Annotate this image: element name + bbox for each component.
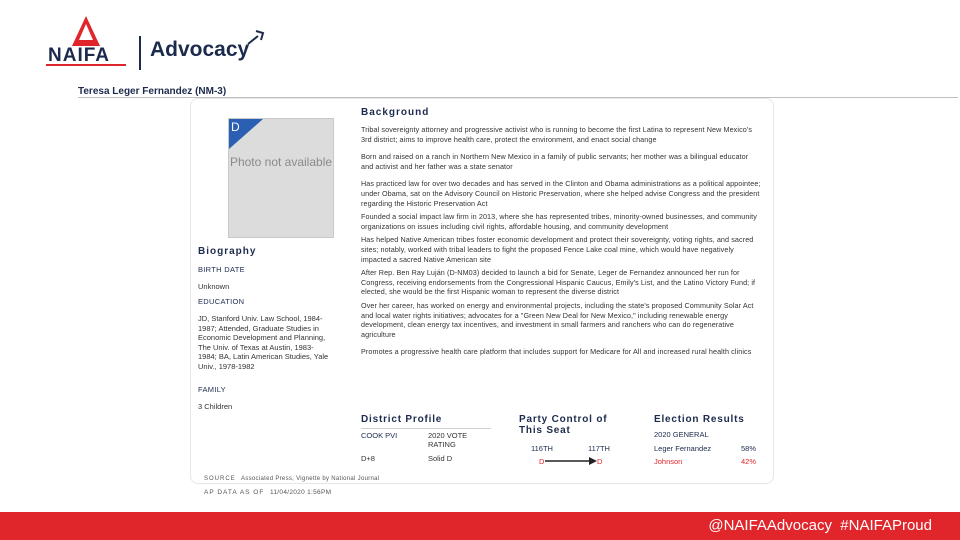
source-line xyxy=(204,476,379,482)
logo-divider xyxy=(139,36,141,70)
birth-date-label: BIRTH DATE xyxy=(198,265,245,274)
congress-117-party: D xyxy=(597,457,603,466)
background-item: After Rep. Ben Ray Luján (D-NM03) decided to launch a bid for Senate, Leger de Fernandez announced her run for Congress, receiving endorsements from the Congressional Hispanic Caucus, Emily's List, and the Latino Victory Fund; if elected, she would be the first Hispanic woman to represent the diverse district xyxy=(361,268,756,297)
education-value: JD, Stanford Univ. Law School, 1984-1987; Attended, Graduate Studies in Economic Development and Planning, The Univ. of Texas at Austin, 1983-1984; BA, Latin American Studies, Yale Univ., 1978-1982 xyxy=(198,314,329,371)
naifa-wordmark: NAIFA xyxy=(48,45,110,66)
party-control-title: Party Control of This Seat xyxy=(519,414,608,436)
election-results-title: Election Results xyxy=(654,414,745,425)
background-title: Background xyxy=(361,107,430,118)
cook-pvi-value: D+8 xyxy=(361,454,375,463)
naifa-advocacy-logo xyxy=(46,14,276,78)
background-item: Founded a social impact law firm in 2013, where she has represented tribes, minority-owned businesses, and community organizations on issues including civil rights, affordable housing, and community development xyxy=(361,212,757,231)
education-label: EDUCATION xyxy=(198,297,245,306)
background-item: Has practiced law for over two decades and has served in the Clinton and Obama administrations as a political appointee; under Obama, sat on the Advisory Council on Historic Preservation, where she helped advise Congress and the president regarding the Historic Preservation Act xyxy=(361,179,761,208)
member-name: Teresa Leger Fernandez (NM-3) xyxy=(78,86,227,97)
biography-title: Biography xyxy=(198,246,257,257)
candidate-name: Leger Fernandez xyxy=(654,444,712,453)
candidate-name: Johnson xyxy=(654,457,683,466)
district-profile-divider xyxy=(361,428,491,429)
background-item: Promotes a progressive health care platform that includes support for Medicare for All and increased rural health clinics xyxy=(361,347,752,357)
source-label: SOURCE xyxy=(204,476,236,482)
photo-unavailable-text: Photo not available xyxy=(229,155,333,169)
party-letter: D xyxy=(231,120,240,134)
footer-hashtags: @NAIFAAdvocacy #NAIFAProud xyxy=(708,517,932,534)
family-value: 3 Children xyxy=(198,402,233,411)
advocacy-wordmark: Advocacy xyxy=(150,38,250,61)
election-type-label: 2020 GENERAL xyxy=(654,430,709,439)
data-as-of-line xyxy=(204,489,331,496)
cook-pvi-label: COOK PVI xyxy=(361,431,398,440)
footer-bar xyxy=(0,512,960,540)
background-list xyxy=(361,125,761,365)
background-item: Has helped Native American tribes foster economic development and protect their sovereignty, voting rights, and sacred sites; notably, worked with tribal leaders to fight the proposed Fence Lake coal mine, which would have negatively impacted a sacred Native American site xyxy=(361,235,754,264)
congress-116-party: D xyxy=(539,457,545,466)
vote-rating-value: Solid D xyxy=(428,454,453,463)
candidate-pct: 42% xyxy=(741,457,757,466)
vote-rating-label: 2020 VOTE RATING xyxy=(428,431,468,449)
arrow-right-icon xyxy=(545,457,597,465)
background-item: Tribal sovereignty attorney and progressive activist who is running to become the first Latina to represent New Mexico's 3rd district; aims to improve health care, protect the environment, and enact social change xyxy=(361,125,753,144)
asof-value: 11/04/2020 1:56PM xyxy=(269,489,332,496)
family-label: FAMILY xyxy=(198,385,226,394)
background-item: Over her career, has worked on energy and environmental projects, including the state's proposed Community Solar Act and local water rights initiatives; advocates for a "Green New Deal for New Mexico," including renewable energy development, clean energy tax incentives, and investment in small farmers and ranchers who can do regenerative agriculture xyxy=(361,300,754,339)
asof-label: AP DATA AS OF xyxy=(204,489,265,496)
congress-117-label: 117TH xyxy=(588,444,610,453)
arrow-icon xyxy=(242,28,270,48)
congress-116-label: 116TH xyxy=(531,444,553,453)
birth-date-value: Unknown xyxy=(198,282,230,291)
candidate-pct: 58% xyxy=(741,444,757,453)
member-photo-placeholder xyxy=(228,118,334,238)
background-item: Born and raised on a ranch in Northern New Mexico in a family of public servants; her mother was a bilingual educator and activist and her father was a state senator xyxy=(361,152,749,171)
source-value: Associated Press, Vignette by National Journal xyxy=(241,476,380,482)
district-profile-title: District Profile xyxy=(361,414,443,425)
